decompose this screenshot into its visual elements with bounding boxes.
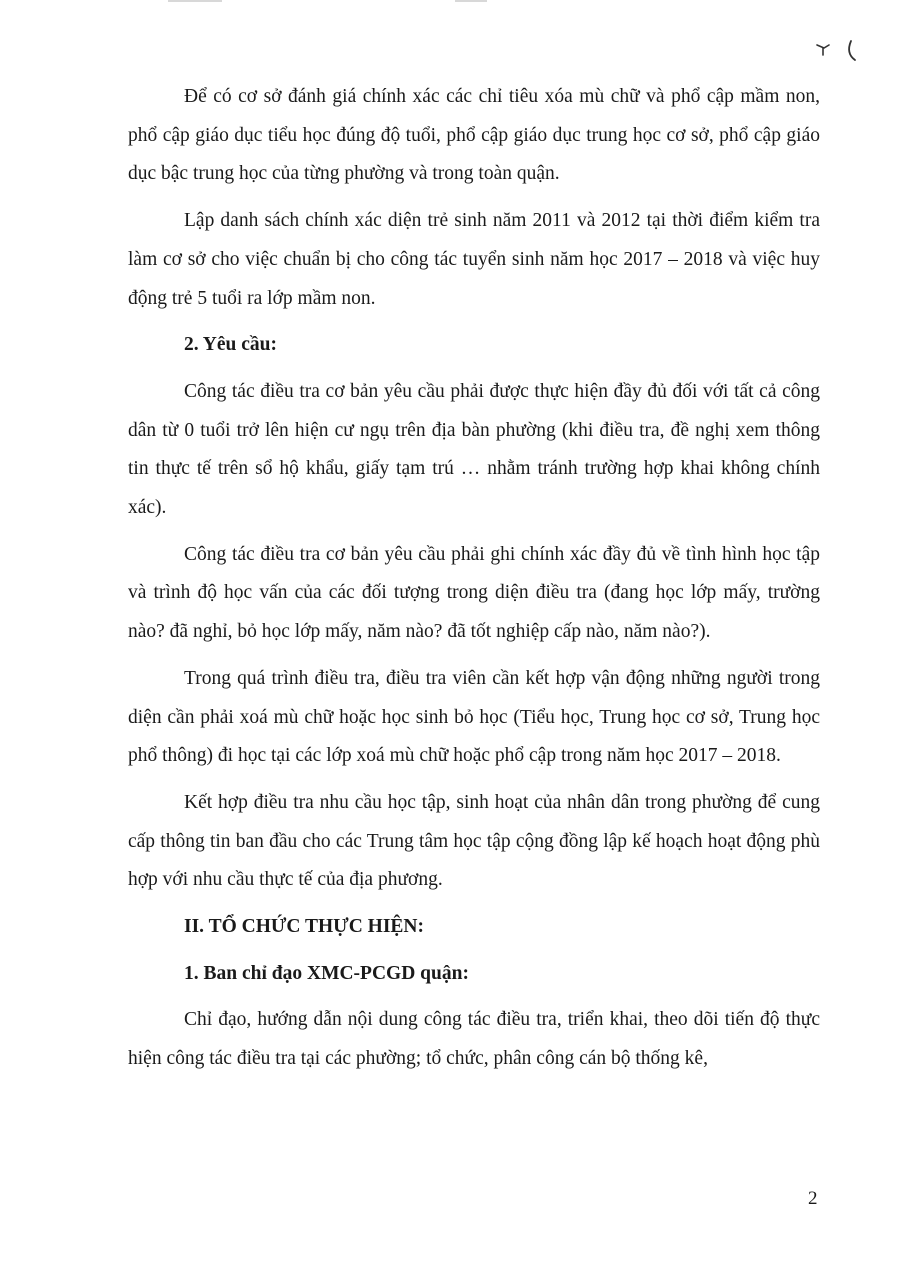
section-heading: 2. Yêu cầu: [184, 334, 277, 356]
paragraph: Kết hợp điều tra nhu cầu học tập, sinh hoạt của nhân dân trong phường để cung cấp thông tin ban đầu cho các Trung tâm học tập cộng đồng lập kế hoạch hoạt động phù hợp với nhu cầu thực tế của địa phương. [128, 791, 820, 891]
paragraph: Chỉ đạo, hướng dẫn nội dung công tác điều tra, triển khai, theo dõi tiến độ thực hiện công tác điều tra tại các phường; tổ chức, phân công cán bộ thống kê, [128, 1009, 820, 1070]
scan-edge-line [168, 0, 222, 2]
paragraph: Công tác điều tra cơ bản yêu cầu phải ghi chính xác đầy đủ về tình hình học tập và trình độ học vấn của các đối tượng trong diện điều tra (đang học lớp mấy, trường nào? đã nghỉ, bỏ học lớp mấy, năm nào? đã tốt nghiệp cấp nào, năm nào?). [128, 543, 820, 643]
scan-edge-line [455, 0, 487, 2]
paragraph: Để có cơ sở đánh giá chính xác các chỉ tiêu xóa mù chữ và phổ cập mầm non, phổ cập giáo dục tiểu học đúng độ tuổi, phổ cập giáo dục trung học cơ sở, phổ cập giáo dục bậc trung học của từng phường và trong toàn quận. [128, 86, 820, 185]
section-heading: 1. Ban chỉ đạo XMC-PCGD quận: [184, 962, 469, 984]
section-heading: II. TỔ CHỨC THỰC HIỆN: [184, 916, 424, 938]
paragraph: Công tác điều tra cơ bản yêu cầu phải được thực hiện đầy đủ đối với tất cả công dân từ 0 tuổi trở lên hiện cư ngụ trên địa bàn phường (khi điều tra, đề nghị xem thông tin thực tế trên sổ hộ khẩu, giấy tạm trú … nhằm tránh trường hợp khai không chính xác). [128, 380, 820, 519]
page-number: 2 [808, 1188, 818, 1209]
paragraph: Trong quá trình điều tra, điều tra viên cần kết hợp vận động những người trong diện cần phải xoá mù chữ hoặc học sinh bỏ học (Tiểu học, Trung học cơ sở, Trung học phổ thông) đi học tại các lớp xoá mù chữ hoặc phổ cập trong năm học 2017 – 2018. [128, 667, 820, 767]
handwritten-mark-icon [815, 36, 865, 66]
document-body [128, 78, 820, 1087]
paragraph: Lập danh sách chính xác diện trẻ sinh năm 2011 và 2012 tại thời điểm kiểm tra làm cơ sở cho việc chuẩn bị cho công tác tuyển sinh năm học 2017 – 2018 và việc huy động trẻ 5 tuổi ra lớp mầm non. [128, 210, 820, 309]
